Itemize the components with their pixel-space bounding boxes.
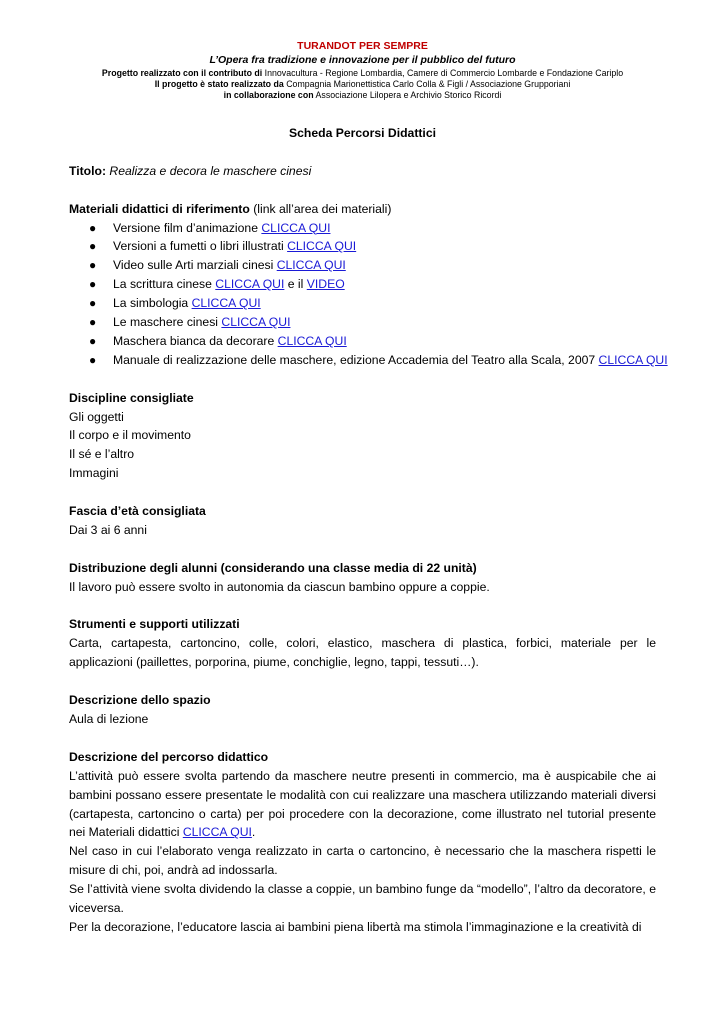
list-item: [69, 256, 656, 275]
percorso-paragraph: Se l’attività viene svolta dividendo la classe a coppie, un bambino funge da “modello”, l’altro da decoratore, e viceversa.: [69, 882, 656, 916]
disciplina-item: Immagini: [69, 466, 119, 481]
materiali-list: [69, 219, 668, 370]
materiale-text: Video sulle Arti marziali cinesi: [113, 258, 274, 273]
materiale-text: Versione film d’animazione: [113, 220, 258, 235]
spazio-label: Descrizione dello spazio: [69, 693, 211, 708]
bullet-icon: ●: [89, 258, 97, 273]
materiale-text: La simbologia: [113, 296, 189, 311]
clicca-qui-link[interactable]: CLICCA QUI: [287, 239, 357, 254]
strumenti-value: Carta, cartapesta, cartoncino, colle, colori, elastico, maschera di plastica, forbici, materiale per le applicazioni (paillettes, porporina, piume, conchiglie, legno, tappi, tessuti…).: [69, 636, 656, 670]
header-line2-label: Il progetto è stato realizzato da: [154, 79, 284, 89]
eta-heading: [69, 502, 656, 521]
titolo-line: [69, 162, 656, 181]
strumenti-label: Strumenti e supporti utilizzati: [69, 617, 240, 632]
document-heading: Scheda Percorsi Didattici: [289, 126, 436, 140]
materiali-label: Materiali didattici di riferimento: [69, 201, 250, 216]
materiale-connector: e il: [287, 277, 304, 292]
list-item: [69, 275, 656, 294]
bullet-icon: ●: [89, 277, 97, 292]
discipline-label: Discipline consigliate: [69, 390, 194, 405]
document-body: [69, 124, 668, 937]
bullet-icon: ●: [89, 220, 97, 235]
header-subtitle: L’Opera fra tradizione e innovazione per il pubblico del futuro: [209, 54, 516, 66]
bullet-icon: ●: [89, 239, 97, 254]
list-item: [69, 294, 656, 313]
bullet-icon: ●: [89, 296, 97, 311]
percorso-text-end: .: [251, 825, 256, 840]
list-item: [69, 219, 656, 238]
distribuzione-value: Il lavoro può essere svolto in autonomia da ciascun bambino oppure a coppie.: [69, 579, 490, 594]
header-contributors: [0, 68, 725, 78]
header-line3-text: Associazione Lilopera e Archivio Storico Ricordi: [315, 90, 502, 100]
percorso-paragraph: Nel caso in cui l’elaborato venga realizzato in carta o cartoncino, è necessario che la maschera rispetti le misure di chi, poi, andrà ad indossarla.: [69, 844, 656, 878]
percorso-paragraph: [69, 767, 656, 843]
header-line1-label: Progetto realizzato con il contributo di: [101, 68, 263, 78]
titolo-label: Titolo:: [69, 163, 107, 178]
eta-value: Dai 3 ai 6 anni: [69, 522, 147, 537]
header-collaborators: [0, 90, 725, 100]
clicca-qui-link[interactable]: CLICCA QUI: [182, 825, 252, 840]
materiale-text: Versioni a fumetti o libri illustrati: [113, 239, 284, 254]
list-item: [69, 313, 656, 332]
video-link[interactable]: VIDEO: [306, 277, 345, 292]
header-line2-text: Compagnia Marionettistica Carlo Colla & Figli / Associazione Grupporiani: [286, 79, 571, 89]
bullet-icon: ●: [89, 333, 97, 348]
clicca-qui-link[interactable]: CLICCA QUI: [598, 352, 668, 367]
header-line1-text: Innovacultura - Regione Lombardia, Camere di Commercio Lombarde e Fondazione Cariplo: [264, 68, 624, 78]
disciplina-item: Il sé e l’altro: [69, 447, 135, 462]
percorso-paragraph: Per la decorazione, l’educatore lascia ai bambini piena libertà ma stimola l’immaginazione e la creatività di: [69, 919, 642, 934]
distribuzione-heading: [69, 559, 656, 578]
materiale-text: Maschera bianca da decorare: [113, 333, 275, 348]
materiale-text: Manuale di realizzazione delle maschere, edizione Accademia del Teatro alla Scala, 2007: [113, 352, 596, 367]
bullet-icon: ●: [89, 315, 97, 330]
spazio-heading: [69, 691, 656, 710]
materiali-note: (link all’area dei materiali): [253, 201, 392, 216]
clicca-qui-link[interactable]: CLICCA QUI: [221, 315, 291, 330]
disciplina-item: Gli oggetti: [69, 409, 124, 424]
materiale-text: Le maschere cinesi: [113, 315, 218, 330]
materiali-heading: [69, 200, 656, 219]
header-producers: [0, 79, 725, 89]
disciplina-item: Il corpo e il movimento: [69, 428, 191, 443]
clicca-qui-link[interactable]: CLICCA QUI: [276, 258, 346, 273]
clicca-qui-link[interactable]: CLICCA QUI: [191, 296, 261, 311]
header-line3-label: in collaborazione con: [223, 90, 314, 100]
list-item: [69, 237, 656, 256]
clicca-qui-link[interactable]: CLICCA QUI: [277, 333, 347, 348]
list-item: [69, 332, 656, 351]
list-item: [69, 351, 668, 370]
materiale-text: La scrittura cinese: [113, 277, 212, 292]
eta-label: Fascia d’età consigliata: [69, 504, 206, 519]
spazio-value: Aula di lezione: [69, 711, 149, 726]
discipline-heading: [69, 389, 656, 408]
titolo-value: Realizza e decora le maschere cinesi: [109, 163, 312, 178]
distribuzione-label: Distribuzione degli alunni (considerando una classe media di 22 unità): [69, 560, 477, 575]
percorso-text: L’attività può essere svolta partendo da maschere neutre presenti in commercio, ma è auspicabile che ai bambini possano essere presentate le modalità con cui realizzare una maschera utilizzando materiali diversi (cartapesta, cartoncino o carta) per poi procedere con la decorazione, come illustrato nel tutorial presente nei Materiali didattici: [69, 768, 656, 840]
clicca-qui-link[interactable]: CLICCA QUI: [215, 277, 285, 292]
clicca-qui-link[interactable]: CLICCA QUI: [261, 220, 331, 235]
strumenti-heading: [69, 615, 656, 634]
header-title: TURANDOT PER SEMPRE: [297, 40, 428, 52]
percorso-heading: [69, 748, 656, 767]
percorso-label: Descrizione del percorso didattico: [69, 749, 269, 764]
bullet-icon: ●: [89, 352, 97, 367]
